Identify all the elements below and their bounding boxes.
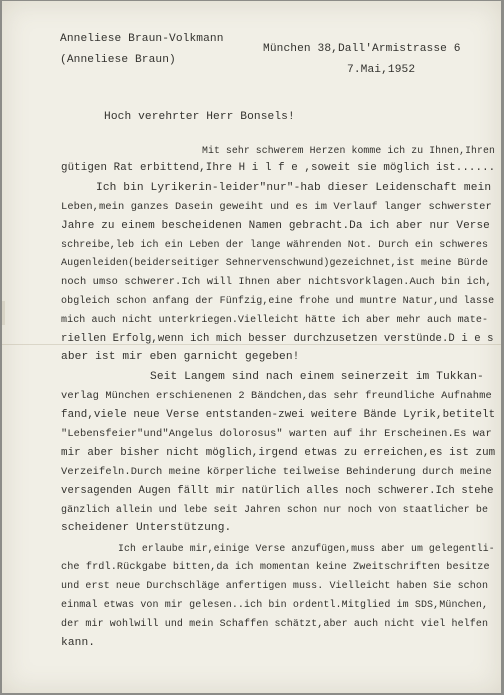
body-line: riellen Erfolg,wenn ich mich besser durchzusetzen verstünde.D i e s	[61, 333, 494, 345]
body-line: mich auch nicht unterkriegen.Vielleicht hätte ich aber mehr auch mate-	[61, 315, 489, 326]
body-line: gütigen Rat erbittend,Ihre H i l f e ,soweit sie möglich ist......	[61, 162, 496, 174]
body-line: schreibe,leb ich ein Leben der lange währenden Not. Durch ein schweres	[61, 240, 489, 251]
body-line: scheidener Unterstützung.	[61, 522, 232, 534]
body-line: einmal etwas von mir gelesen..ich bin ordentl.Mitglied im SDS,München,	[61, 600, 489, 611]
body-line: gänzlich allein und lebe seit Jahren schon nur noch von staatlicher be	[61, 505, 489, 516]
body-line: Jahre zu einem bescheidenen Namen gebracht.Da ich aber nur Verse	[61, 220, 490, 232]
body-line: Seit Langem sind nach einem seinerzeit im Tukkan-	[150, 371, 484, 383]
letter-sheet	[2, 1, 501, 693]
letter-date: 7.Mai,1952	[347, 64, 416, 76]
body-line: che frdl.Rückgabe bitten,da ich momentan keine Zweitschriften besitze	[61, 562, 490, 573]
body-line: kann.	[61, 637, 96, 649]
body-line: "Lebensfeier"und"Angelus dolorosus" warten auf ihr Erscheinen.Es war	[61, 428, 492, 440]
body-line: aber ist mir eben garnicht gegeben!	[61, 351, 300, 363]
body-line: Mit sehr schwerem Herzen komme ich zu Ihnen,Ihren	[202, 145, 495, 156]
body-line: Augenleiden(beiderseitiger Sehnervenschwund)gezeichnet,ist meine Bürde	[61, 258, 489, 269]
body-line: verlag München erschienenen 2 Bändchen,das sehr freundliche Aufnahme	[61, 390, 492, 402]
body-line: der mir wohlwill und mein Schaffen schätzt,aber auch nicht viel helfen	[61, 619, 489, 630]
edge-mark	[2, 301, 5, 325]
body-line: Ich bin Lyrikerin-leider"nur"-hab dieser Leidenschaft mein	[96, 182, 492, 194]
sender-maiden-name: (Anneliese Braun)	[60, 54, 176, 66]
body-line: Verzeifeln.Durch meine körperliche teilweise Behinderung durch meine	[61, 466, 492, 478]
body-line: Leben,mein ganzes Dasein geweiht und es im Verlauf langer schwerster	[61, 201, 492, 213]
body-line: noch umso schwerer.Ich will Ihnen aber nichtsvorklagen.Auch bin ich,	[61, 276, 492, 288]
body-line: versagenden Augen fällt mir natürlich alles noch schwerer.Ich stehe	[61, 485, 494, 497]
sender-name: Anneliese Braun-Volkmann	[60, 33, 224, 45]
body-line: mir aber bisher nicht möglich,irgend etwas zu erreichen,es ist zum	[61, 447, 496, 459]
body-line: obgleich schon anfang der Fünfzig,eine frohe und muntre Natur,und lasse	[61, 296, 495, 307]
body-line: Ich erlaube mir,einige Verse anzufügen,muss aber um gelegentli-	[118, 543, 495, 554]
body-line: fand,viele neue Verse entstanden-zwei weitere Bände Lyrik,betitelt	[61, 409, 496, 421]
place-address: München 38,Dall'Armistrasse 6	[263, 43, 461, 55]
body-line: und erst neue Durchschläge anfertigen muss. Vielleicht haben Sie schon	[61, 581, 489, 592]
salutation: Hoch verehrter Herr Bonsels!	[104, 111, 295, 123]
